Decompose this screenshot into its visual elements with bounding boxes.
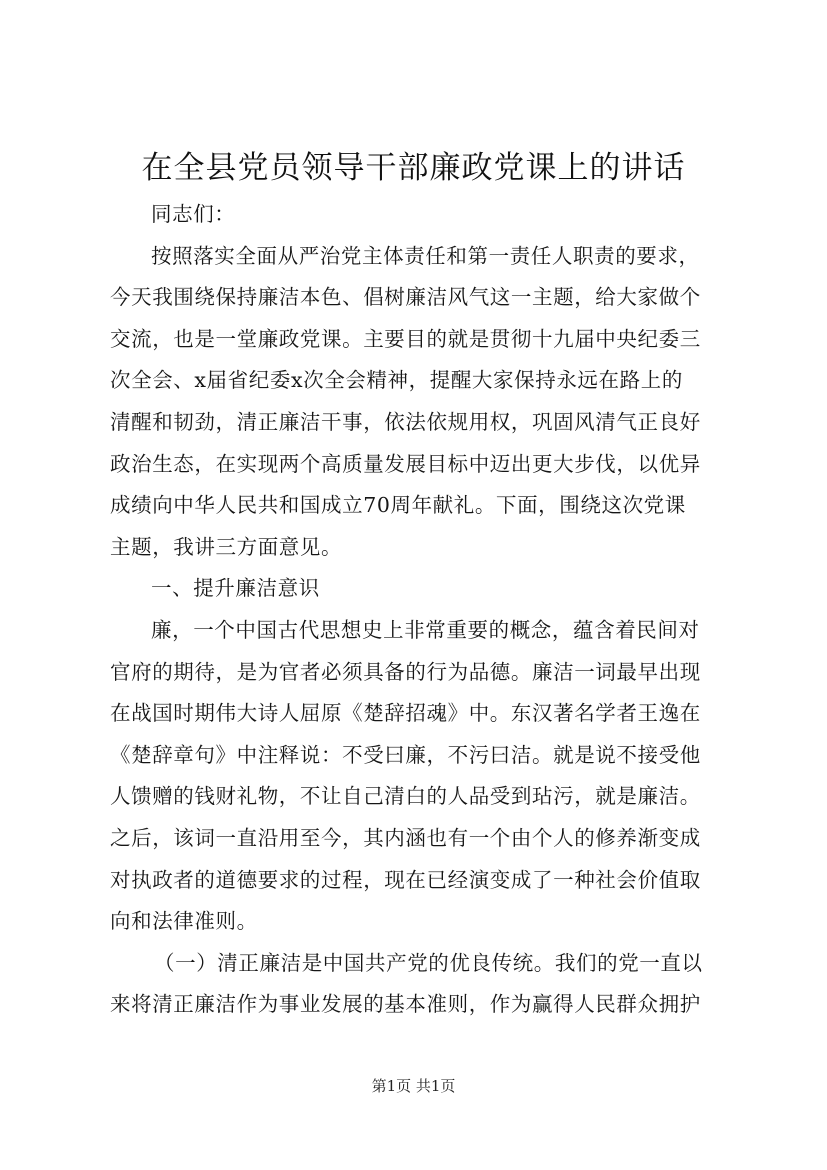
text-line: 官府的期待，是为官者必须具备的行为品德。廉洁一词最早出现 — [110, 659, 701, 684]
text-line: 对执政者的道德要求的过程，现在已经演变成了一种社会价值取 — [110, 867, 701, 892]
text-line: 来将清正廉洁作为事业发展的基本准则，作为赢得人民群众拥护 — [110, 992, 701, 1017]
text-line: 今天我围绕保持廉洁本色、倡树廉洁风气这一主题，给大家做个 — [110, 285, 701, 310]
section-heading: 一、提升廉洁意识 — [151, 576, 320, 601]
page-title: 在全县党员领导干部廉政党课上的讲话 — [141, 150, 686, 186]
text-line: 清醒和韧劲，清正廉洁干事，依法依规用权，巩固风清气正良好 — [110, 409, 701, 434]
text-line: 按照落实全面从严治党主体责任和第一责任人职责的要求， — [151, 243, 700, 268]
text-line: 成绩向中华人民共和国成立70周年献礼。下面，围绕这次党课 — [110, 493, 686, 518]
page-footer: 第1页 共1页 — [371, 1077, 456, 1095]
text-line: 政治生态，在实现两个高质量发展目标中迈出更大步伐，以优异 — [110, 451, 701, 476]
text-line: 次全会、x届省纪委x次全会精神，提醒大家保持永远在路上的 — [110, 368, 683, 393]
text-line: 同志们： — [151, 202, 236, 226]
text-line: 《楚辞章句》中注释说：不受曰廉，不污曰洁。就是说不接受他 — [110, 742, 701, 767]
text-line: 向和法律准则。 — [110, 909, 258, 934]
text-line: 之后，该词一直沿用至今，其内涵也有一个由个人的修养渐变成 — [110, 825, 701, 850]
text-line: 廉，一个中国古代思想史上非常重要的概念，蕴含着民间对 — [151, 617, 700, 642]
text-line: 交流，也是一堂廉政党课。主要目的就是贯彻十九届中央纪委三 — [110, 326, 701, 351]
text-line: 在战国时期伟大诗人屈原《楚辞招魂》中。东汉著名学者王逸在 — [110, 701, 701, 726]
text-line: 人馈赠的钱财礼物，不让自己清白的人品受到玷污，就是廉洁。 — [110, 784, 701, 809]
text-line: 主题，我讲三方面意见。 — [110, 534, 343, 559]
subsection-line: （一）清正廉洁是中国共产党的优良传统。我们的党一直以 — [154, 950, 703, 975]
body-text — [110, 194, 735, 1026]
